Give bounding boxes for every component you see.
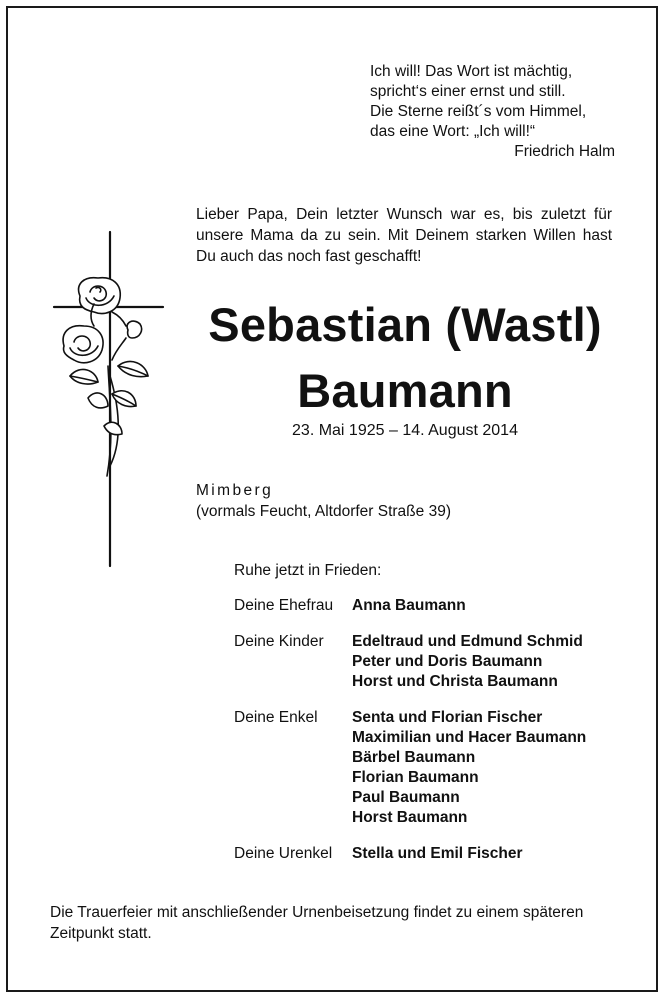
life-dates: 23. Mai 1925 – 14. August 2014 bbox=[292, 422, 518, 439]
mourner-names bbox=[352, 708, 586, 828]
poem-line: Die Sterne reißt´s vom Himmel, bbox=[370, 103, 587, 120]
mourner-relation: Deine Kinder bbox=[234, 633, 324, 650]
residence-previous: (vormals Feucht, Altdorfer Straße 39) bbox=[196, 503, 451, 520]
mourner-group-enkel bbox=[234, 708, 586, 828]
poem-line: spricht‘s einer ernst und still. bbox=[370, 83, 566, 100]
deceased-name-line2: Baumann bbox=[297, 364, 513, 417]
mourner-name: Horst Baumann bbox=[352, 809, 468, 826]
funeral-notice: Die Trauerfeier mit anschließender Urnenbeisetzung findet zu einem späteren Zeitpunkt statt. bbox=[50, 904, 584, 942]
mourner-group-urenkel bbox=[234, 844, 586, 864]
residence-place: Mimberg bbox=[196, 482, 274, 499]
mourner-names bbox=[352, 596, 466, 616]
poem-author: Friedrich Halm bbox=[514, 143, 615, 160]
mourner-name: Paul Baumann bbox=[352, 789, 460, 806]
deceased-name-line1: Sebastian (Wastl) bbox=[208, 298, 602, 351]
mourner-name: Horst und Christa Baumann bbox=[352, 673, 558, 690]
mourner-names bbox=[352, 632, 583, 692]
mourner-name: Stella und Emil Fischer bbox=[352, 845, 523, 862]
mourner-name: Maximilian und Hacer Baumann bbox=[352, 729, 587, 746]
mourner-names bbox=[352, 844, 523, 864]
mourner-relation: Deine Enkel bbox=[234, 709, 318, 726]
poem bbox=[370, 62, 615, 162]
cross-with-roses-icon bbox=[50, 226, 170, 570]
mourner-group-kinder bbox=[234, 632, 586, 692]
mourner-name: Florian Baumann bbox=[352, 769, 479, 786]
intro-text: Lieber Papa, Dein letzter Wunsch war es, bis zuletzt für unsere Mama da zu sein. Mit Deinem starken Willen hast Du auch das noch fast geschafft! bbox=[196, 206, 612, 265]
mourner-name: Bärbel Baumann bbox=[352, 749, 476, 766]
mourner-relation: Deine Ehefrau bbox=[234, 597, 334, 614]
residence bbox=[196, 480, 451, 522]
mourner-name: Peter und Doris Baumann bbox=[352, 653, 543, 670]
poem-line: das eine Wort: „Ich will!“ bbox=[370, 123, 536, 140]
mourner-relation: Deine Urenkel bbox=[234, 845, 333, 862]
poem-line: Ich will! Das Wort ist mächtig, bbox=[370, 63, 573, 80]
mourners-list bbox=[234, 596, 586, 880]
mourner-name: Edeltraud und Edmund Schmid bbox=[352, 633, 583, 650]
mourner-name: Anna Baumann bbox=[352, 597, 466, 614]
deceased-name bbox=[190, 292, 620, 424]
rest-in-peace: Ruhe jetzt in Frieden: bbox=[234, 562, 382, 579]
mourner-name: Senta und Florian Fischer bbox=[352, 709, 543, 726]
mourner-group-ehefrau bbox=[234, 596, 586, 616]
